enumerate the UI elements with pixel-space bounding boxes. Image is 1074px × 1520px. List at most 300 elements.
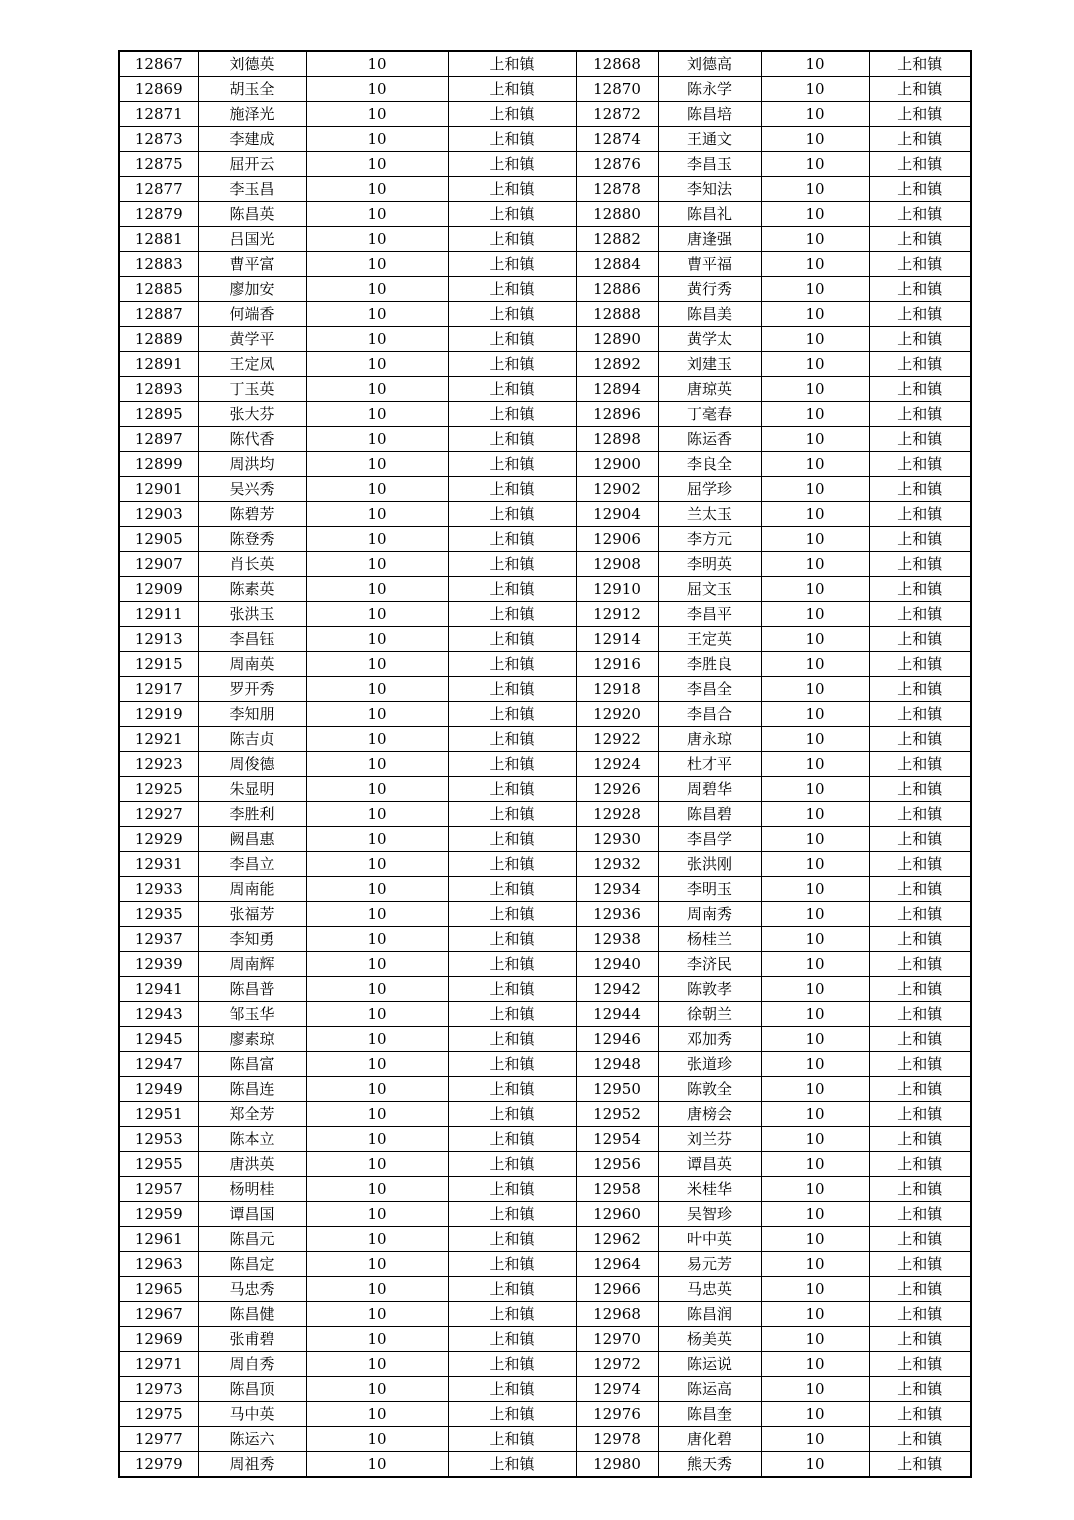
name-cell: 李胜利 xyxy=(198,802,306,827)
town-cell: 上和镇 xyxy=(448,1302,576,1327)
town-cell: 上和镇 xyxy=(448,1427,576,1452)
id-cell: 12870 xyxy=(576,77,658,102)
name-cell: 陈昌顶 xyxy=(198,1377,306,1402)
name-cell: 邓加秀 xyxy=(658,1027,761,1052)
amount-cell: 10 xyxy=(761,977,869,1002)
town-cell: 上和镇 xyxy=(869,527,971,552)
town-cell: 上和镇 xyxy=(869,452,971,477)
amount-cell: 10 xyxy=(761,1177,869,1202)
town-cell: 上和镇 xyxy=(448,352,576,377)
id-cell: 12909 xyxy=(119,577,198,602)
name-cell: 陈素英 xyxy=(198,577,306,602)
town-cell: 上和镇 xyxy=(869,1252,971,1277)
name-cell: 熊天秀 xyxy=(658,1452,761,1478)
amount-cell: 10 xyxy=(306,1102,448,1127)
town-cell: 上和镇 xyxy=(869,1327,971,1352)
table-row xyxy=(119,452,971,477)
id-cell: 12928 xyxy=(576,802,658,827)
table-row xyxy=(119,1002,971,1027)
amount-cell: 10 xyxy=(761,1427,869,1452)
id-cell: 12890 xyxy=(576,327,658,352)
id-cell: 12950 xyxy=(576,1077,658,1102)
id-cell: 12937 xyxy=(119,927,198,952)
name-cell: 李知勇 xyxy=(198,927,306,952)
id-cell: 12935 xyxy=(119,902,198,927)
amount-cell: 10 xyxy=(761,152,869,177)
amount-cell: 10 xyxy=(306,302,448,327)
name-cell: 李昌立 xyxy=(198,852,306,877)
amount-cell: 10 xyxy=(306,252,448,277)
town-cell: 上和镇 xyxy=(448,252,576,277)
town-cell: 上和镇 xyxy=(448,1027,576,1052)
table-row xyxy=(119,602,971,627)
town-cell: 上和镇 xyxy=(448,1327,576,1352)
amount-cell: 10 xyxy=(761,1377,869,1402)
amount-cell: 10 xyxy=(306,1352,448,1377)
id-cell: 12949 xyxy=(119,1077,198,1102)
amount-cell: 10 xyxy=(306,1427,448,1452)
name-cell: 陈昌连 xyxy=(198,1077,306,1102)
id-cell: 12900 xyxy=(576,452,658,477)
amount-cell: 10 xyxy=(306,877,448,902)
id-cell: 12977 xyxy=(119,1427,198,1452)
name-cell: 唐榜会 xyxy=(658,1102,761,1127)
name-cell: 张洪玉 xyxy=(198,602,306,627)
amount-cell: 10 xyxy=(306,927,448,952)
table-row xyxy=(119,502,971,527)
amount-cell: 10 xyxy=(761,202,869,227)
name-cell: 周南能 xyxy=(198,877,306,902)
name-cell: 陈昌礼 xyxy=(658,202,761,227)
table-row xyxy=(119,377,971,402)
name-cell: 周南辉 xyxy=(198,952,306,977)
name-cell: 徐朝兰 xyxy=(658,1002,761,1027)
amount-cell: 10 xyxy=(761,527,869,552)
id-cell: 12880 xyxy=(576,202,658,227)
name-cell: 陈碧芳 xyxy=(198,502,306,527)
amount-cell: 10 xyxy=(761,1352,869,1377)
name-cell: 马忠秀 xyxy=(198,1277,306,1302)
name-cell: 李良全 xyxy=(658,452,761,477)
id-cell: 12918 xyxy=(576,677,658,702)
id-cell: 12964 xyxy=(576,1252,658,1277)
town-cell: 上和镇 xyxy=(869,327,971,352)
amount-cell: 10 xyxy=(306,477,448,502)
name-cell: 阙昌惠 xyxy=(198,827,306,852)
id-cell: 12936 xyxy=(576,902,658,927)
town-cell: 上和镇 xyxy=(869,377,971,402)
name-cell: 唐琼英 xyxy=(658,377,761,402)
name-cell: 邹玉华 xyxy=(198,1002,306,1027)
town-cell: 上和镇 xyxy=(448,552,576,577)
id-cell: 12885 xyxy=(119,277,198,302)
amount-cell: 10 xyxy=(306,1127,448,1152)
town-cell: 上和镇 xyxy=(448,51,576,77)
table-row xyxy=(119,552,971,577)
amount-cell: 10 xyxy=(306,227,448,252)
amount-cell: 10 xyxy=(761,502,869,527)
table-row xyxy=(119,577,971,602)
table-row xyxy=(119,877,971,902)
name-cell: 米桂华 xyxy=(658,1177,761,1202)
name-cell: 刘建玉 xyxy=(658,352,761,377)
town-cell: 上和镇 xyxy=(448,1077,576,1102)
table-row xyxy=(119,277,971,302)
id-cell: 12973 xyxy=(119,1377,198,1402)
table-row xyxy=(119,952,971,977)
id-cell: 12952 xyxy=(576,1102,658,1127)
table-row xyxy=(119,902,971,927)
name-cell: 李昌玉 xyxy=(658,152,761,177)
amount-cell: 10 xyxy=(761,752,869,777)
table-row xyxy=(119,1302,971,1327)
name-cell: 易元芳 xyxy=(658,1252,761,1277)
id-cell: 12887 xyxy=(119,302,198,327)
amount-cell: 10 xyxy=(761,927,869,952)
town-cell: 上和镇 xyxy=(869,677,971,702)
town-cell: 上和镇 xyxy=(448,1377,576,1402)
town-cell: 上和镇 xyxy=(448,677,576,702)
amount-cell: 10 xyxy=(761,827,869,852)
name-cell: 陈敦孝 xyxy=(658,977,761,1002)
name-cell: 朱显明 xyxy=(198,777,306,802)
roster-table-body xyxy=(119,51,971,1477)
table-row xyxy=(119,152,971,177)
name-cell: 廖素琼 xyxy=(198,1027,306,1052)
id-cell: 12912 xyxy=(576,602,658,627)
town-cell: 上和镇 xyxy=(448,577,576,602)
name-cell: 叶中英 xyxy=(658,1227,761,1252)
id-cell: 12947 xyxy=(119,1052,198,1077)
id-cell: 12970 xyxy=(576,1327,658,1352)
table-row xyxy=(119,202,971,227)
table-row xyxy=(119,477,971,502)
amount-cell: 10 xyxy=(761,1202,869,1227)
id-cell: 12927 xyxy=(119,802,198,827)
name-cell: 张甫碧 xyxy=(198,1327,306,1352)
amount-cell: 10 xyxy=(306,902,448,927)
town-cell: 上和镇 xyxy=(448,102,576,127)
id-cell: 12874 xyxy=(576,127,658,152)
name-cell: 曹平福 xyxy=(658,252,761,277)
id-cell: 12958 xyxy=(576,1177,658,1202)
town-cell: 上和镇 xyxy=(448,1352,576,1377)
id-cell: 12888 xyxy=(576,302,658,327)
name-cell: 陈昌定 xyxy=(198,1252,306,1277)
amount-cell: 10 xyxy=(761,702,869,727)
town-cell: 上和镇 xyxy=(869,127,971,152)
amount-cell: 10 xyxy=(306,51,448,77)
id-cell: 12951 xyxy=(119,1102,198,1127)
town-cell: 上和镇 xyxy=(869,302,971,327)
amount-cell: 10 xyxy=(761,852,869,877)
id-cell: 12894 xyxy=(576,377,658,402)
town-cell: 上和镇 xyxy=(869,51,971,77)
name-cell: 王定英 xyxy=(658,627,761,652)
town-cell: 上和镇 xyxy=(448,177,576,202)
id-cell: 12961 xyxy=(119,1227,198,1252)
table-row xyxy=(119,1327,971,1352)
town-cell: 上和镇 xyxy=(448,202,576,227)
amount-cell: 10 xyxy=(306,727,448,752)
id-cell: 12965 xyxy=(119,1277,198,1302)
town-cell: 上和镇 xyxy=(869,902,971,927)
amount-cell: 10 xyxy=(306,702,448,727)
amount-cell: 10 xyxy=(761,77,869,102)
amount-cell: 10 xyxy=(306,377,448,402)
id-cell: 12959 xyxy=(119,1202,198,1227)
table-row xyxy=(119,1152,971,1177)
name-cell: 胡玉全 xyxy=(198,77,306,102)
name-cell: 陈昌培 xyxy=(658,102,761,127)
id-cell: 12980 xyxy=(576,1452,658,1478)
id-cell: 12944 xyxy=(576,1002,658,1027)
name-cell: 张大芬 xyxy=(198,402,306,427)
name-cell: 肖长英 xyxy=(198,552,306,577)
name-cell: 李胜良 xyxy=(658,652,761,677)
id-cell: 12896 xyxy=(576,402,658,427)
amount-cell: 10 xyxy=(306,327,448,352)
id-cell: 12915 xyxy=(119,652,198,677)
table-row xyxy=(119,852,971,877)
town-cell: 上和镇 xyxy=(448,427,576,452)
id-cell: 12907 xyxy=(119,552,198,577)
id-cell: 12879 xyxy=(119,202,198,227)
town-cell: 上和镇 xyxy=(448,1152,576,1177)
town-cell: 上和镇 xyxy=(869,927,971,952)
id-cell: 12963 xyxy=(119,1252,198,1277)
amount-cell: 10 xyxy=(761,402,869,427)
id-cell: 12954 xyxy=(576,1127,658,1152)
town-cell: 上和镇 xyxy=(869,627,971,652)
table-row xyxy=(119,827,971,852)
amount-cell: 10 xyxy=(306,177,448,202)
name-cell: 王通文 xyxy=(658,127,761,152)
id-cell: 12939 xyxy=(119,952,198,977)
id-cell: 12938 xyxy=(576,927,658,952)
id-cell: 12882 xyxy=(576,227,658,252)
town-cell: 上和镇 xyxy=(869,1427,971,1452)
id-cell: 12972 xyxy=(576,1352,658,1377)
town-cell: 上和镇 xyxy=(448,877,576,902)
amount-cell: 10 xyxy=(306,652,448,677)
name-cell: 张福芳 xyxy=(198,902,306,927)
town-cell: 上和镇 xyxy=(448,777,576,802)
name-cell: 李昌平 xyxy=(658,602,761,627)
id-cell: 12876 xyxy=(576,152,658,177)
name-cell: 杨桂兰 xyxy=(658,927,761,952)
amount-cell: 10 xyxy=(761,452,869,477)
town-cell: 上和镇 xyxy=(869,652,971,677)
amount-cell: 10 xyxy=(761,727,869,752)
id-cell: 12962 xyxy=(576,1227,658,1252)
town-cell: 上和镇 xyxy=(869,402,971,427)
amount-cell: 10 xyxy=(761,777,869,802)
id-cell: 12873 xyxy=(119,127,198,152)
id-cell: 12931 xyxy=(119,852,198,877)
id-cell: 12872 xyxy=(576,102,658,127)
town-cell: 上和镇 xyxy=(869,1077,971,1102)
id-cell: 12871 xyxy=(119,102,198,127)
amount-cell: 10 xyxy=(761,1077,869,1102)
id-cell: 12933 xyxy=(119,877,198,902)
name-cell: 周祖秀 xyxy=(198,1452,306,1478)
name-cell: 杨明桂 xyxy=(198,1177,306,1202)
town-cell: 上和镇 xyxy=(869,77,971,102)
name-cell: 刘德高 xyxy=(658,51,761,77)
town-cell: 上和镇 xyxy=(869,777,971,802)
name-cell: 李明英 xyxy=(658,552,761,577)
name-cell: 李建成 xyxy=(198,127,306,152)
id-cell: 12898 xyxy=(576,427,658,452)
name-cell: 李方元 xyxy=(658,527,761,552)
name-cell: 陈吉贞 xyxy=(198,727,306,752)
name-cell: 李知朋 xyxy=(198,702,306,727)
town-cell: 上和镇 xyxy=(869,1302,971,1327)
town-cell: 上和镇 xyxy=(448,1177,576,1202)
name-cell: 李玉昌 xyxy=(198,177,306,202)
town-cell: 上和镇 xyxy=(869,277,971,302)
town-cell: 上和镇 xyxy=(869,102,971,127)
amount-cell: 10 xyxy=(761,902,869,927)
town-cell: 上和镇 xyxy=(448,1202,576,1227)
amount-cell: 10 xyxy=(761,177,869,202)
id-cell: 12953 xyxy=(119,1127,198,1152)
id-cell: 12892 xyxy=(576,352,658,377)
town-cell: 上和镇 xyxy=(869,1127,971,1152)
name-cell: 吴兴秀 xyxy=(198,477,306,502)
town-cell: 上和镇 xyxy=(869,427,971,452)
id-cell: 12969 xyxy=(119,1327,198,1352)
name-cell: 张道珍 xyxy=(658,1052,761,1077)
amount-cell: 10 xyxy=(306,127,448,152)
table-row xyxy=(119,352,971,377)
town-cell: 上和镇 xyxy=(448,952,576,977)
amount-cell: 10 xyxy=(306,502,448,527)
town-cell: 上和镇 xyxy=(448,702,576,727)
amount-cell: 10 xyxy=(761,1152,869,1177)
id-cell: 12903 xyxy=(119,502,198,527)
name-cell: 杨美英 xyxy=(658,1327,761,1352)
name-cell: 陈本立 xyxy=(198,1127,306,1152)
table-row xyxy=(119,1102,971,1127)
id-cell: 12893 xyxy=(119,377,198,402)
town-cell: 上和镇 xyxy=(869,1277,971,1302)
name-cell: 李明玉 xyxy=(658,877,761,902)
amount-cell: 10 xyxy=(761,877,869,902)
town-cell: 上和镇 xyxy=(869,177,971,202)
amount-cell: 10 xyxy=(761,377,869,402)
town-cell: 上和镇 xyxy=(448,652,576,677)
amount-cell: 10 xyxy=(761,1227,869,1252)
id-cell: 12976 xyxy=(576,1402,658,1427)
town-cell: 上和镇 xyxy=(448,902,576,927)
town-cell: 上和镇 xyxy=(869,202,971,227)
name-cell: 杜才平 xyxy=(658,752,761,777)
amount-cell: 10 xyxy=(306,1452,448,1478)
table-row xyxy=(119,1177,971,1202)
town-cell: 上和镇 xyxy=(869,1177,971,1202)
amount-cell: 10 xyxy=(306,952,448,977)
name-cell: 李昌学 xyxy=(658,827,761,852)
table-row xyxy=(119,227,971,252)
id-cell: 12919 xyxy=(119,702,198,727)
amount-cell: 10 xyxy=(761,1402,869,1427)
town-cell: 上和镇 xyxy=(448,127,576,152)
name-cell: 刘德英 xyxy=(198,51,306,77)
id-cell: 12916 xyxy=(576,652,658,677)
amount-cell: 10 xyxy=(761,102,869,127)
name-cell: 周洪均 xyxy=(198,452,306,477)
town-cell: 上和镇 xyxy=(448,852,576,877)
town-cell: 上和镇 xyxy=(448,502,576,527)
town-cell: 上和镇 xyxy=(869,752,971,777)
id-cell: 12922 xyxy=(576,727,658,752)
name-cell: 吴智珍 xyxy=(658,1202,761,1227)
table-row xyxy=(119,402,971,427)
town-cell: 上和镇 xyxy=(869,477,971,502)
amount-cell: 10 xyxy=(306,427,448,452)
table-row xyxy=(119,727,971,752)
name-cell: 陈运香 xyxy=(658,427,761,452)
id-cell: 12877 xyxy=(119,177,198,202)
id-cell: 12913 xyxy=(119,627,198,652)
name-cell: 唐洪英 xyxy=(198,1152,306,1177)
town-cell: 上和镇 xyxy=(869,1052,971,1077)
name-cell: 屈学珍 xyxy=(658,477,761,502)
amount-cell: 10 xyxy=(761,1052,869,1077)
id-cell: 12930 xyxy=(576,827,658,852)
amount-cell: 10 xyxy=(306,677,448,702)
table-row xyxy=(119,777,971,802)
amount-cell: 10 xyxy=(306,752,448,777)
id-cell: 12875 xyxy=(119,152,198,177)
id-cell: 12908 xyxy=(576,552,658,577)
name-cell: 陈昌元 xyxy=(198,1227,306,1252)
name-cell: 黄学平 xyxy=(198,327,306,352)
amount-cell: 10 xyxy=(761,427,869,452)
id-cell: 12943 xyxy=(119,1002,198,1027)
id-cell: 12884 xyxy=(576,252,658,277)
town-cell: 上和镇 xyxy=(869,877,971,902)
amount-cell: 10 xyxy=(761,352,869,377)
name-cell: 吕国光 xyxy=(198,227,306,252)
name-cell: 周自秀 xyxy=(198,1352,306,1377)
amount-cell: 10 xyxy=(306,1152,448,1177)
amount-cell: 10 xyxy=(306,452,448,477)
amount-cell: 10 xyxy=(761,227,869,252)
amount-cell: 10 xyxy=(761,1327,869,1352)
amount-cell: 10 xyxy=(306,1052,448,1077)
amount-cell: 10 xyxy=(306,577,448,602)
table-row xyxy=(119,1377,971,1402)
table-row xyxy=(119,127,971,152)
id-cell: 12946 xyxy=(576,1027,658,1052)
town-cell: 上和镇 xyxy=(869,802,971,827)
id-cell: 12920 xyxy=(576,702,658,727)
table-row xyxy=(119,1252,971,1277)
id-cell: 12975 xyxy=(119,1402,198,1427)
town-cell: 上和镇 xyxy=(448,377,576,402)
amount-cell: 10 xyxy=(306,852,448,877)
town-cell: 上和镇 xyxy=(869,827,971,852)
name-cell: 陈昌润 xyxy=(658,1302,761,1327)
id-cell: 12921 xyxy=(119,727,198,752)
amount-cell: 10 xyxy=(761,1452,869,1478)
amount-cell: 10 xyxy=(761,602,869,627)
amount-cell: 10 xyxy=(761,1302,869,1327)
table-row xyxy=(119,1052,971,1077)
